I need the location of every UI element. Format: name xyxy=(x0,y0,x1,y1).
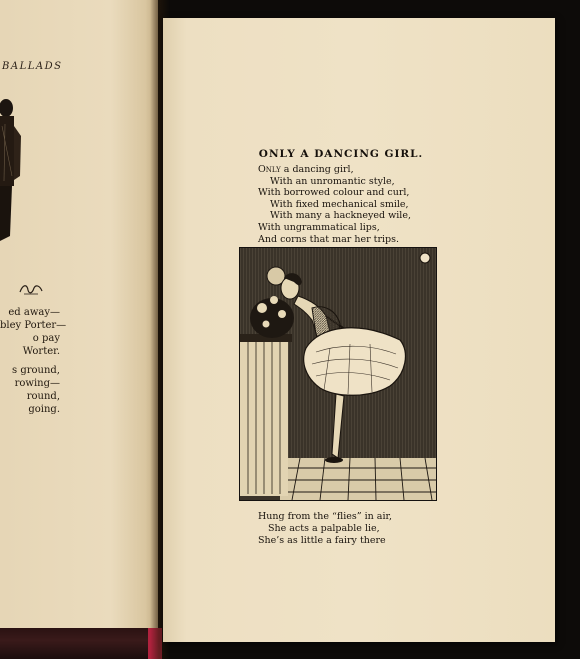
left-line: Worter. xyxy=(22,346,60,357)
caption-line: She’s as little a fairy there xyxy=(258,534,386,546)
poem-line: With ungrammatical lips, xyxy=(258,221,380,233)
book-edge xyxy=(0,628,162,659)
left-line: going. xyxy=(28,404,60,415)
poem-line: With an unromantic style, xyxy=(270,175,395,187)
poem-title: ONLY A DANCING GIRL. xyxy=(258,148,424,160)
poem-first-word: Only xyxy=(258,164,281,175)
left-line: ed away— xyxy=(8,307,60,318)
dancing-girl-engraving xyxy=(239,247,437,501)
left-line: bley Porter— xyxy=(0,320,67,331)
left-line: round, xyxy=(26,391,60,402)
left-line: o pay xyxy=(32,333,60,344)
poem-stanza xyxy=(258,164,411,245)
left-illustration-fragment xyxy=(0,96,22,246)
ornament-icon xyxy=(18,282,44,296)
poem-line-rest: a dancing girl, xyxy=(280,164,354,175)
poem-line xyxy=(258,164,411,176)
poem-line: With borrowed colour and curl, xyxy=(258,187,410,199)
caption-line: Hung from the “flies” in air, xyxy=(258,511,393,522)
caption-line: She acts a palpable lie, xyxy=(268,522,380,534)
poem-line: And corns that mar her trips. xyxy=(258,233,400,245)
poem-caption xyxy=(258,511,392,546)
left-line: rowing— xyxy=(14,378,60,389)
poem-line: With fixed mechanical smile, xyxy=(270,198,409,210)
left-running-header: BALLADS xyxy=(2,61,63,72)
poem-line: With many a hackneyed wile, xyxy=(270,210,411,222)
left-verse-fragments xyxy=(0,306,67,416)
left-line: s ground, xyxy=(12,365,60,376)
